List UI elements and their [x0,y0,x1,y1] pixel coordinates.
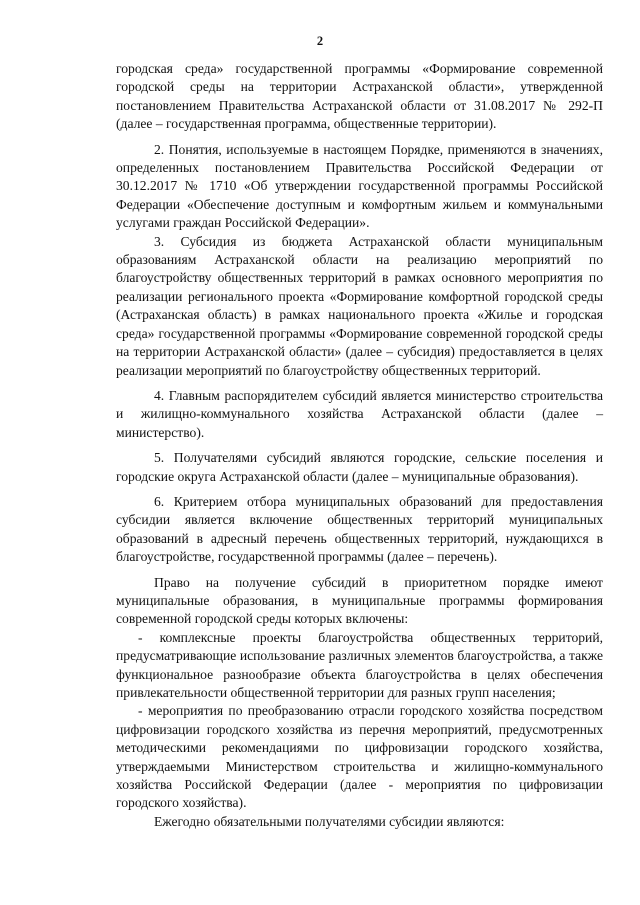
paragraph-4: 4. Главным распорядителем субсидий является министерство строительства и жилищно-коммунального хозяйства Астраханской области (далее – министерство). [116,387,603,440]
list-item: - комплексные проекты благоустройства общественных территорий, предусматривающие использование различных элементов благоустройства, а также функциональное разнообразие объекта благоустройства в целях обеспечения привлекательности общественной территории для разных групп населения; [116,629,603,700]
paragraph-5: 5. Получателями субсидий являются городские, сельские поселения и городские округа Астраханской области (далее – муниципальные образования). [116,450,603,484]
paragraph-priority: Право на получение субсидий в приоритетном порядке имеют муниципальные образования, в муниципальные программы формирования современной городской среды которых включены: [116,574,603,627]
paragraph-annual-recipients: Ежегодно обязательными получателями субсидии являются: [154,813,505,829]
paragraph-continuation: городская среда» государственной программы «Формирование современной городской среды на территории Астраханской области», утвержденной постановлением Правительства Астраханской области от 31.08.2017 № 292-П (далее – государственная программа, общественные территории). [116,61,603,132]
page-number: 2 [316,34,324,48]
paragraph-2: 2. Понятия, используемые в настоящем Порядке, применяются в значениях, определенных постановлением Правительства Российской Федерации от 30.12.2017 № 1710 «Об утверждении государственной программы Российской Федерации «Обеспечение доступным и комфортным жильем и коммунальными услугами граждан Российской Федерации». [116,141,603,231]
paragraph-3: 3. Субсидия из бюджета Астраханской области муниципальным образованиям Астраханской области на реализацию мероприятий по благоустройству общественных территорий в рамках основного мероприятия по реализации регионального проекта «Формирование комфортной городской среды (Астраханская область) в рамках национального проекта «Жилье и городская среда» государственной программы «Формирование современной городской среды на территории Астраханской области» (далее – субсидия) предоставляется в целях реализации мероприятий по благоустройству общественных территорий. [116,233,603,378]
list-item: - мероприятия по преобразованию отрасли городского хозяйства посредством цифровизации городского хозяйства из перечня мероприятий, предусмотренных методическими рекомендациями по цифровизации городского хозяйства, утверждаемыми Министерством строительства и жилищно-коммунального хозяйства Российской Федерации (далее - мероприятия по цифровизации городского хозяйства). [116,703,603,811]
document-body [116,60,603,831]
paragraph-6: 6. Критерием отбора муниципальных образований для предоставления субсидии является включение общественных территорий муниципальных образований в адресный перечень общественных территорий, нуждающихся в благоустройстве, государственной программы (далее – перечень). [116,493,603,565]
